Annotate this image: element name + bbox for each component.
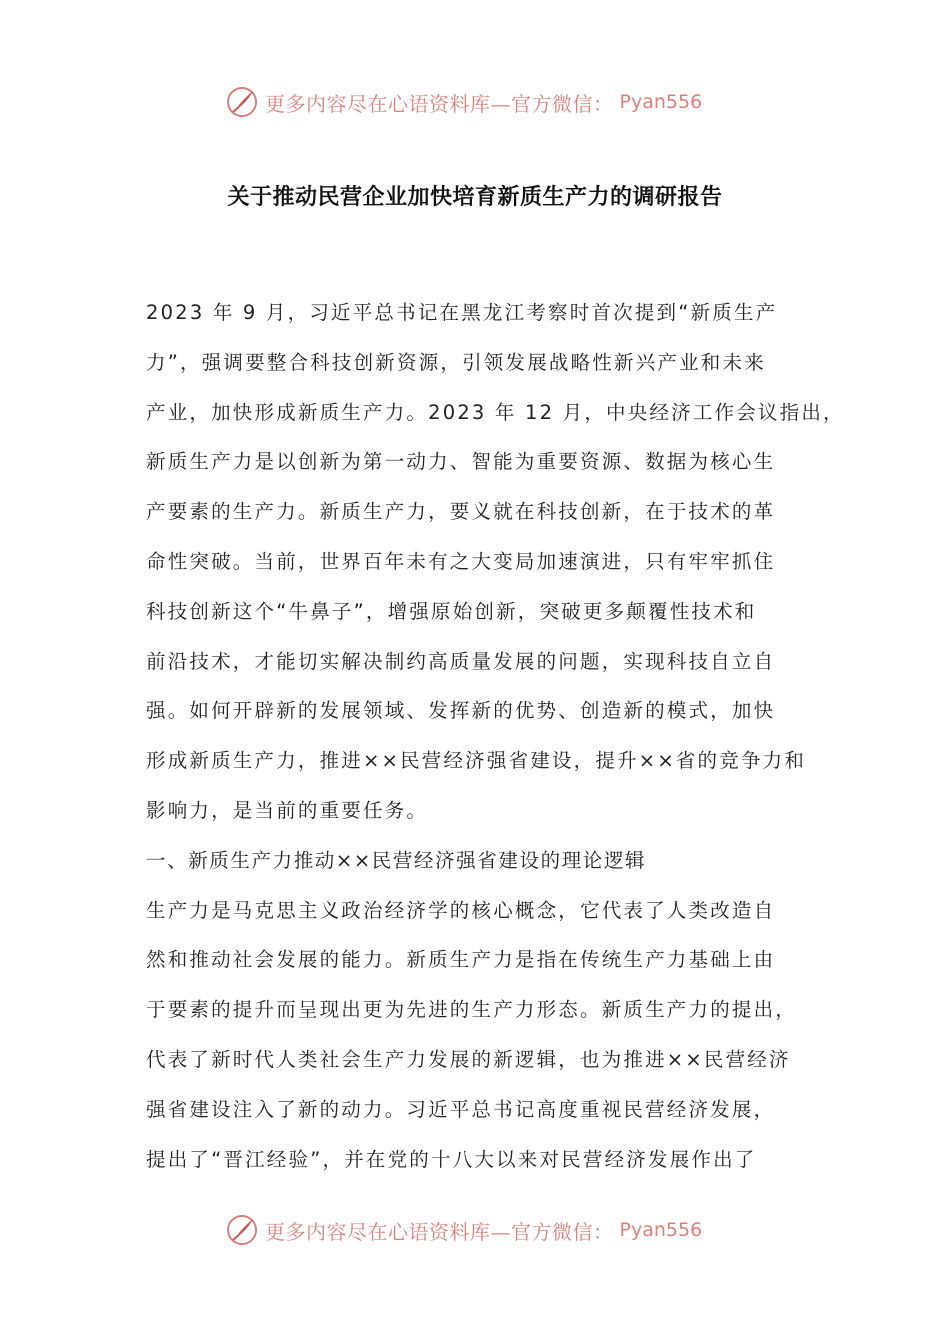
body-line: 形成新质生产力，推进××民营经济强省建设，提升××省的竞争力和 (146, 749, 807, 773)
body-line: 代表了新时代人类社会生产力发展的新逻辑，也为推进××民营经济 (146, 1047, 791, 1071)
body-line: 于要素的提升而呈现出更为先进的生产力形态。新质生产力的提出， (146, 998, 798, 1022)
body-line: 然和推动社会发展的能力。新质生产力是指在传统生产力基础上由 (146, 948, 776, 972)
body-line: 力”，强调要整合科技创新资源，引领发展战略性新兴产业和未来 (146, 350, 766, 374)
body-line: 影响力，是当前的重要任务。 (146, 798, 429, 822)
watermark-text: 更多内容尽在心语资料库—官方微信： (265, 91, 614, 116)
quill-logo-icon (225, 85, 259, 119)
body-line: 新质生产力是以创新为第一动力、智能为重要资源、数据为核心生 (146, 450, 776, 474)
body-line: 产业，加快形成新质生产力。2023 年 12 月，中央经济工作会议指出， (146, 400, 845, 424)
body-line: 生产力是马克思主义政治经济学的核心概念，它代表了人类改造自 (146, 898, 776, 922)
watermark-wechat-id: Pyan556 (619, 91, 703, 113)
body-line: 命性突破。当前，世界百年未有之大变局加速演进，只有牢牢抓住 (146, 549, 776, 573)
body-line: 提出了“晋江经验”，并在党的十八大以来对民营经济发展作出了 (146, 1147, 757, 1171)
body-line: 科技创新这个“牛鼻子”，增强原始创新，突破更多颠覆性技术和 (146, 599, 757, 623)
watermark-footer (0, 1210, 950, 1250)
body-line: 强省建设注入了新的动力。习近平总书记高度重视民营经济发展， (146, 1097, 776, 1121)
watermark-text: 更多内容尽在心语资料库—官方微信： (265, 1219, 614, 1244)
body-line: 2023 年 9 月，习近平总书记在黑龙江考察时首次提到“新质生产 (146, 301, 778, 324)
document-title: 关于推动民营企业加快培育新质生产力的调研报告 (227, 185, 723, 210)
section-heading: 一、新质生产力推动××民营经济强省建设的理论逻辑 (146, 848, 647, 872)
body-line: 前沿技术，才能切实解决制约高质量发展的问题，实现科技自立自 (146, 649, 776, 673)
body-line: 产要素的生产力。新质生产力，要义就在科技创新，在于技术的革 (146, 500, 776, 524)
watermark-header (0, 82, 950, 122)
quill-logo-icon (225, 1213, 259, 1247)
document-body (146, 288, 845, 1184)
watermark-wechat-id: Pyan556 (619, 1219, 703, 1241)
body-line: 强。如何开辟新的发展领域、发挥新的优势、创造新的模式，加快 (146, 699, 776, 723)
